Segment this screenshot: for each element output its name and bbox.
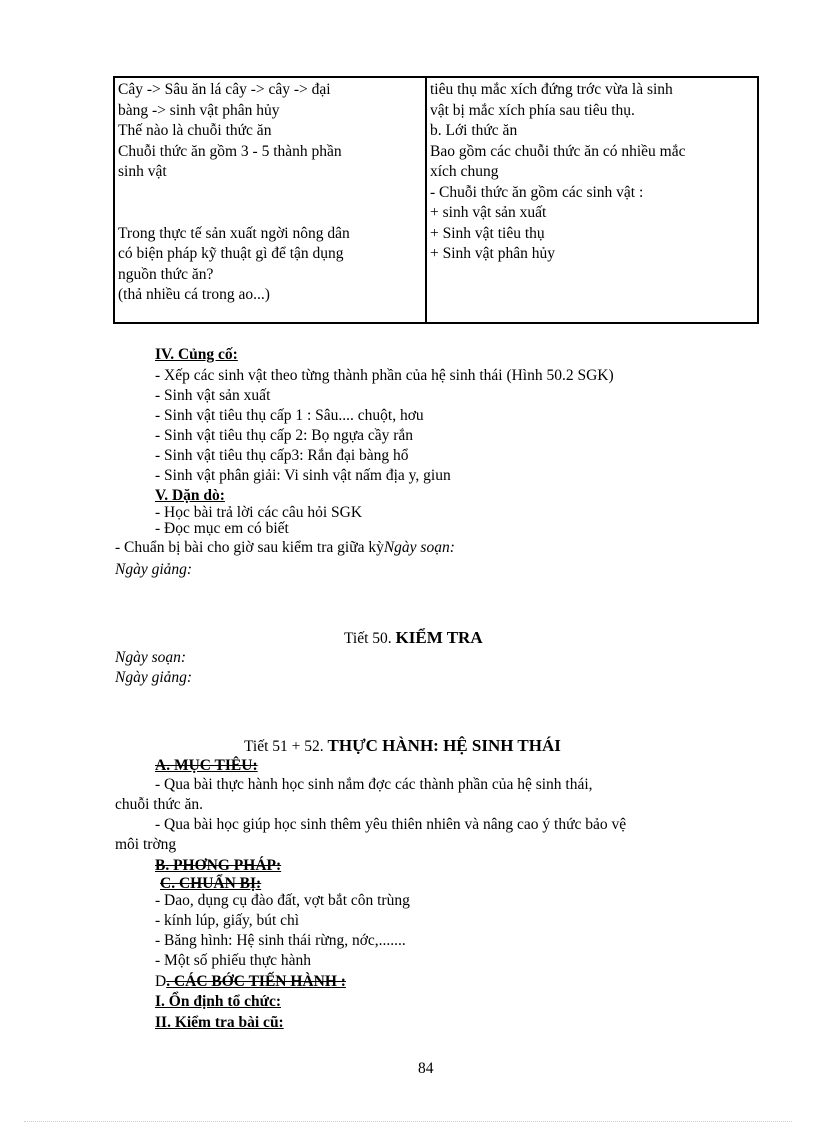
cungco-line: - Sinh vật tiêu thụ cấp 1 : Sâu.... chuột, hơu (155, 407, 424, 424)
section-heading-muctieu: A. MỤC TIÊU: (155, 757, 258, 774)
tienhanh-heading: . CÁC BỚC TIẾN HÀNH : (166, 973, 346, 990)
section-heading-phuongphap: B. PHƠNG PHÁP: (155, 857, 282, 874)
section-heading-tienhanh (155, 972, 346, 992)
cungco-line: - Xếp các sinh vật theo từng thành phần của hệ sinh thái (Hình 50.2 SGK) (155, 367, 614, 384)
tienhanh-prefix: D (155, 973, 167, 990)
lesson-51-prefix: Tiết 51 + 52. (244, 738, 324, 755)
content-table (113, 76, 759, 324)
muctieu-line: chuỗi thức ăn. (115, 796, 204, 813)
prepare-line (115, 538, 455, 558)
muctieu-line: môi trờng (115, 836, 177, 853)
prepare-text: - Chuẩn bị bài cho giờ sau kiểm tra giữa kỳ (115, 539, 384, 556)
chuanbi-line: - Một số phiếu thực hành (155, 952, 312, 969)
table-left-line: Trong thực tế sản xuất ngời nông dân (118, 224, 350, 242)
table-right-cell (426, 77, 758, 323)
chuanbi-line: - Dao, dụng cụ đào đất, vợt bắt côn trùng (155, 892, 410, 909)
cungco-line: - Sinh vật tiêu thụ cấp 2: Bọ ngựa cầy rắn (155, 427, 414, 444)
table-left-line: nguồn thức ăn? (118, 265, 214, 283)
table-right-line: tiêu thụ mắc xích đứng trớc vừa là sinh (430, 81, 673, 98)
table-right-line: b. Lới thức ăn (430, 122, 518, 139)
page-bottom-divider (24, 1121, 792, 1122)
lesson-50-title (344, 628, 483, 649)
section-heading-ondinh: I. Ổn định tổ chức: (155, 993, 282, 1010)
ngay-giang-label: Ngày giảng: (115, 669, 193, 686)
section-heading-dando: V. Dặn dò: (155, 487, 225, 504)
lesson-51-title (244, 736, 561, 757)
lesson-50-prefix: Tiết 50. (344, 630, 392, 647)
table-left-line: Thế nào là chuỗi thức ăn (118, 122, 272, 139)
ngay-soan-label: Ngày soạn: (383, 539, 455, 556)
ngay-giang-label: Ngày giảng: (115, 561, 193, 578)
section-heading-chuanbi: C. CHUẨN BỊ: (160, 875, 262, 892)
cungco-line: - Sinh vật phân giải: Vi sinh vật nấm địa y, giun (155, 467, 451, 484)
table-left-line: Cây -> Sâu ăn lá cây -> cây -> đại (118, 81, 331, 98)
ngay-soan-label: Ngày soạn: (115, 649, 187, 666)
dando-line: - Học bài trả lời các câu hỏi SGK (155, 504, 363, 521)
table-left-line: Chuỗi thức ăn gồm 3 - 5 thành phần (118, 142, 342, 160)
chuanbi-line: - kính lúp, giấy, bút chì (155, 912, 300, 929)
spacer (118, 183, 422, 224)
table-right-line: vật bị mắc xích phía sau tiêu thụ. (430, 101, 635, 119)
muctieu-line: - Qua bài học giúp học sinh thêm yêu thiên nhiên và nâng cao ý thức bảo vệ (155, 816, 627, 833)
table-left-line: sinh vật (118, 163, 167, 180)
lesson-51-name: THỰC HÀNH: HỆ SINH THÁI (327, 736, 561, 755)
section-heading-cungco: IV. Củng cố: (155, 346, 238, 363)
table-right-line: + Sinh vật tiêu thụ (430, 224, 545, 242)
dando-line: - Đọc mục em có biết (155, 520, 289, 537)
cungco-line: - Sinh vật tiêu thụ cấp3: Rắn đại bàng hổ (155, 447, 409, 464)
muctieu-line: - Qua bài thực hành học sinh nắm đợc các thành phần của hệ sinh thái, (155, 776, 593, 793)
chuanbi-line: - Băng hình: Hệ sinh thái rừng, nớc,....... (155, 932, 406, 949)
table-left-line: có biện pháp kỹ thuật gì để tận dụng (118, 245, 344, 262)
table-left-cell (114, 77, 426, 323)
table-right-line: - Chuỗi thức ăn gồm các sinh vật : (430, 183, 644, 201)
table-right-line: Bao gồm các chuỗi thức ăn có nhiều mắc (430, 142, 686, 160)
table-right-line: + Sinh vật phân hủy (430, 245, 555, 262)
table-right-line: + sinh vật sản xuất (430, 204, 547, 221)
table-left-line: bàng -> sinh vật phân hủy (118, 101, 280, 119)
cungco-line: - Sinh vật sản xuất (155, 387, 271, 404)
lesson-50-name: KIỂM TRA (395, 628, 483, 647)
page-number: 84 (418, 1060, 434, 1077)
table-left-line: (thả nhiều cá trong ao...) (118, 286, 270, 303)
table-right-line: xích chung (430, 163, 499, 180)
section-heading-kiemtra: II. Kiểm tra bài cũ: (155, 1014, 284, 1031)
